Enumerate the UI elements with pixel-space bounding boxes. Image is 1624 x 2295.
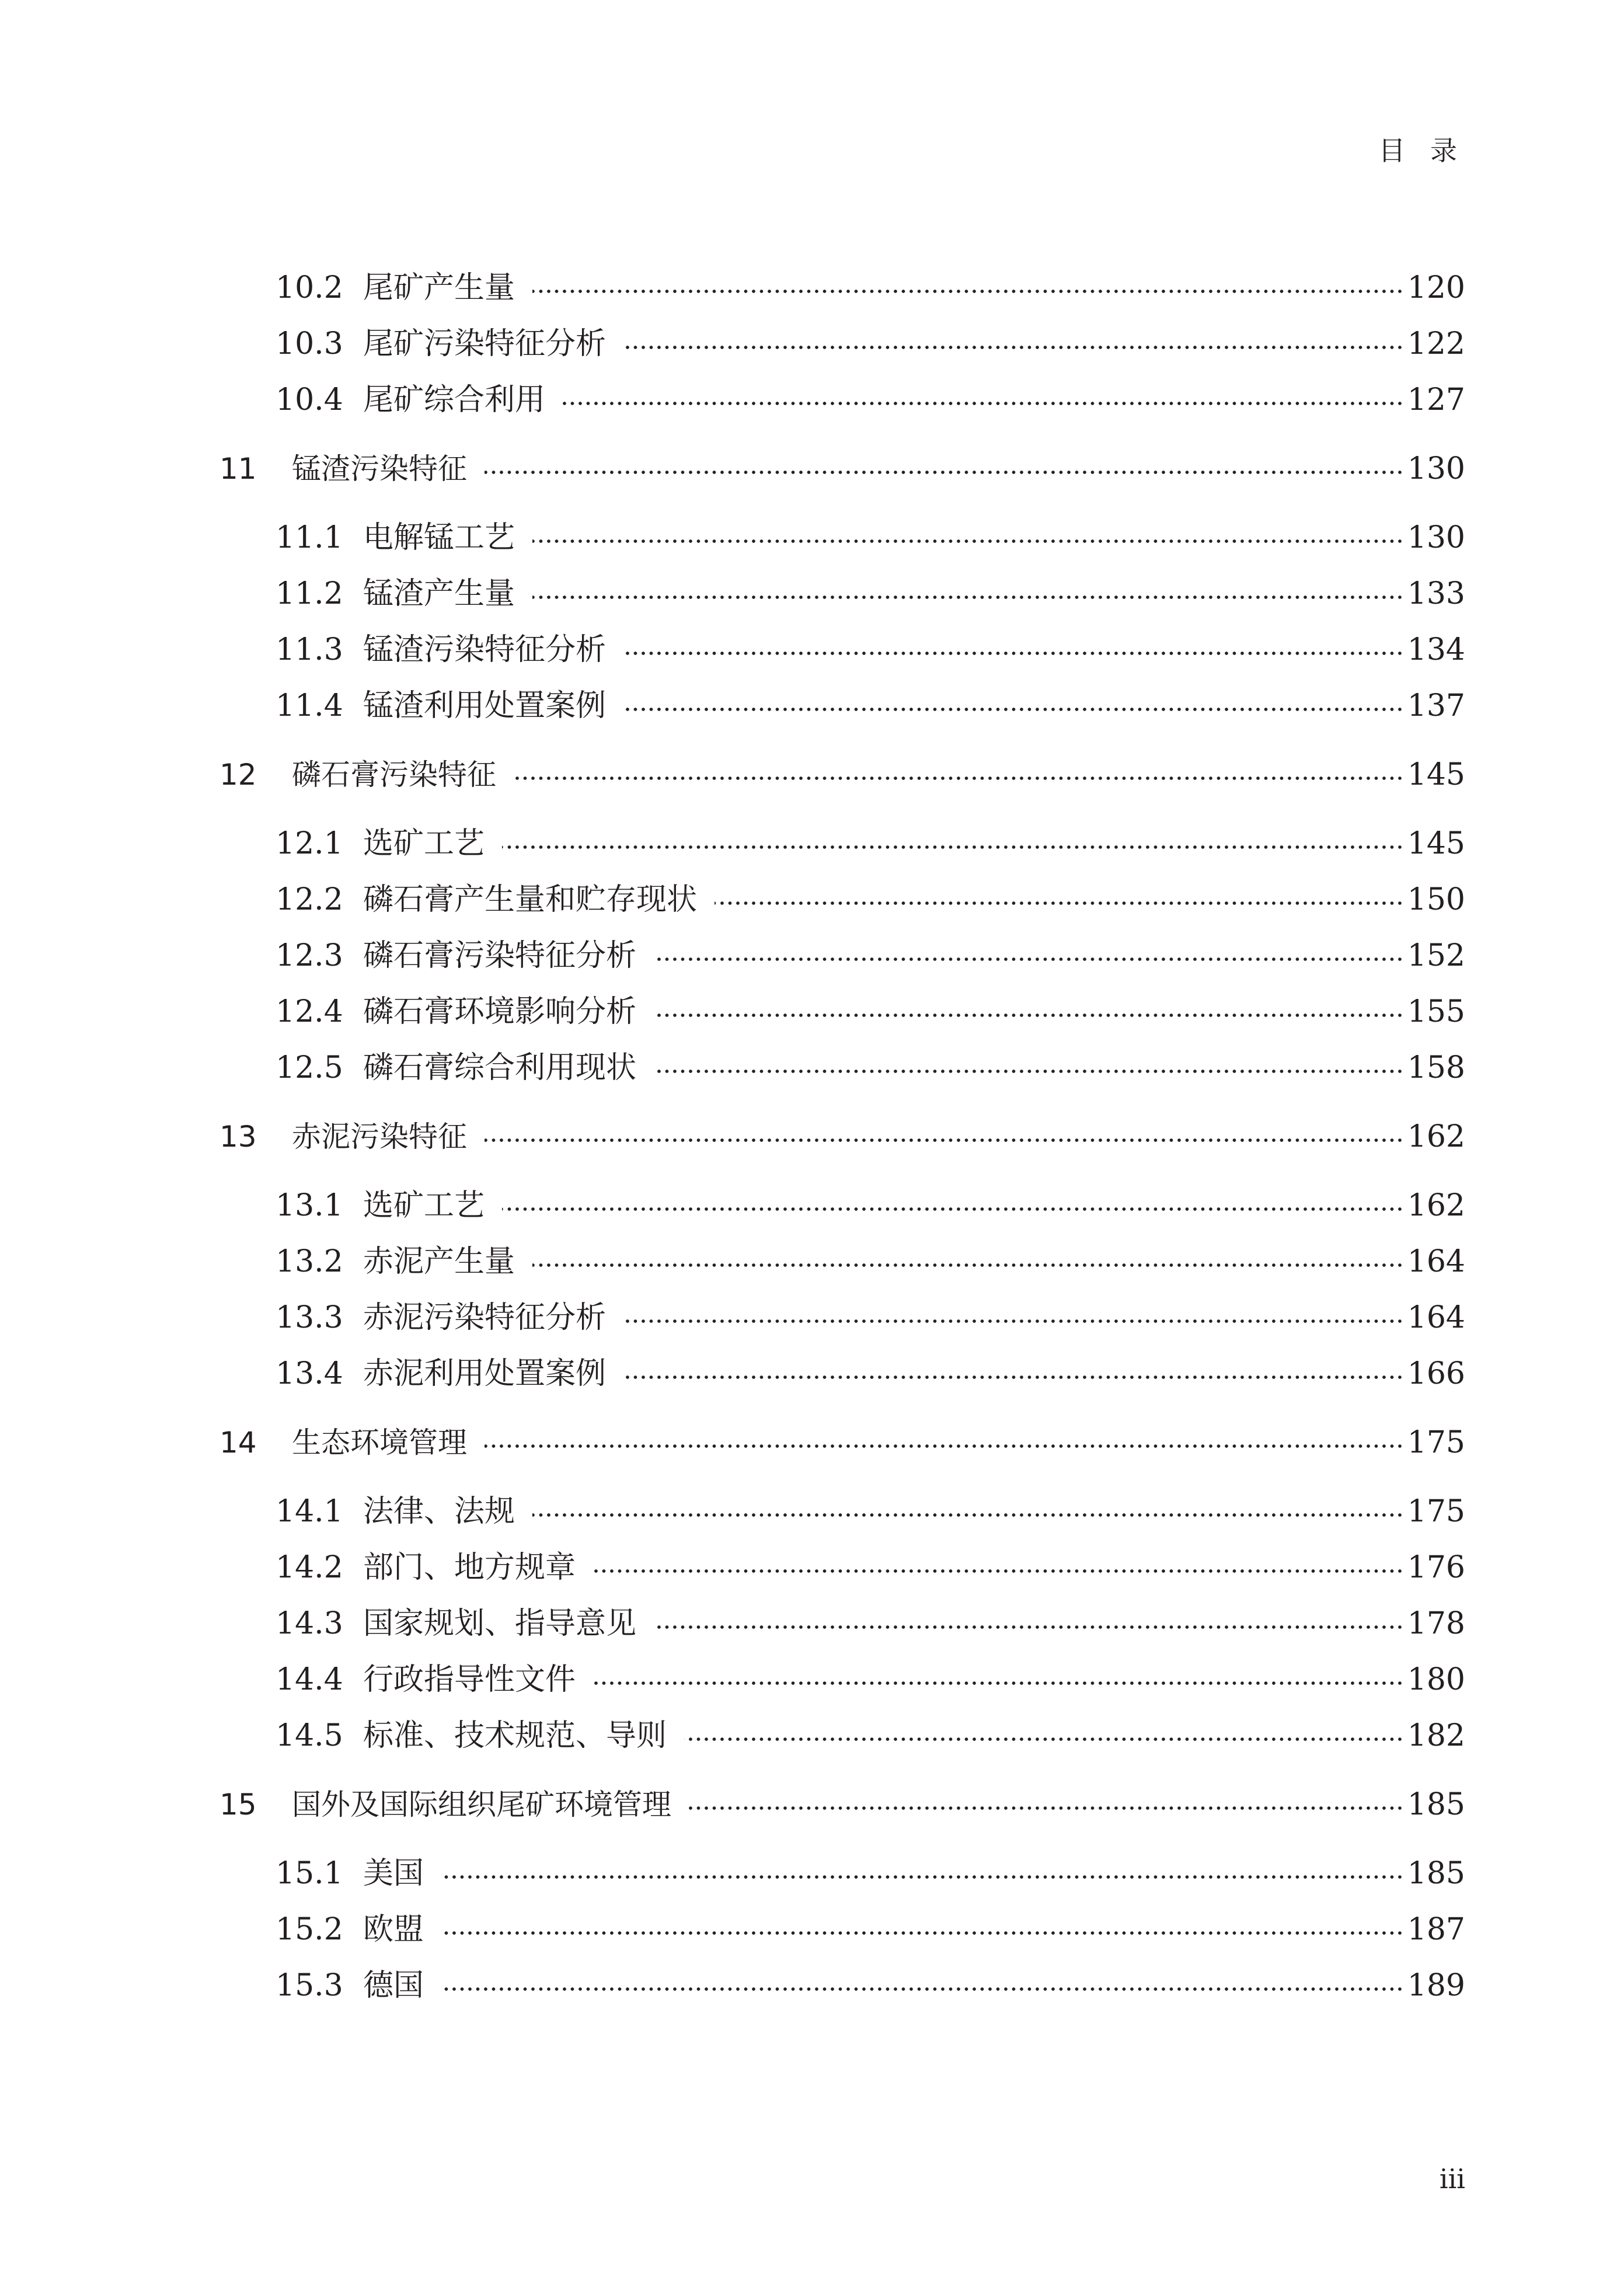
toc-entry-page: 182 xyxy=(1407,1718,1465,1753)
toc-entry-page: 164 xyxy=(1407,1300,1465,1335)
toc-section-entry[interactable] xyxy=(219,1178,1465,1234)
toc-entry-title: 赤泥产生量 xyxy=(363,1244,515,1279)
toc-section-entry[interactable] xyxy=(219,1540,1465,1596)
toc-section-entry[interactable] xyxy=(219,316,1465,372)
toc-entry-page: 187 xyxy=(1407,1912,1465,1947)
toc-dot-leader xyxy=(623,1319,1404,1323)
toc-entry-page: 158 xyxy=(1407,1050,1465,1085)
toc-entry-title: 国家规划、指导意见 xyxy=(363,1606,637,1641)
toc-entry-title: 选矿工艺 xyxy=(363,826,485,861)
toc-entry-title: 磷石膏环境影响分析 xyxy=(363,994,637,1029)
toc-entry-number: 12.1 xyxy=(276,826,343,861)
toc-entry-number: 15.2 xyxy=(276,1912,343,1947)
toc-entry-number: 13.3 xyxy=(276,1300,343,1335)
toc-entry-page: 130 xyxy=(1407,451,1465,486)
toc-entry-page: 164 xyxy=(1407,1244,1465,1279)
toc-dot-leader xyxy=(532,1263,1404,1267)
toc-chapter-entry[interactable] xyxy=(219,1764,1465,1845)
toc-section-entry[interactable] xyxy=(219,816,1465,872)
toc-section-entry[interactable] xyxy=(219,1234,1465,1290)
toc-entry-title: 国外及国际组织尾矿环境管理 xyxy=(292,1788,671,1822)
toc-entry-page: 127 xyxy=(1407,382,1465,417)
toc-dot-leader xyxy=(563,402,1404,405)
toc-dot-leader xyxy=(623,708,1404,711)
toc-entry-title: 锰渣污染特征分析 xyxy=(363,632,607,667)
toc-entry-number: 10.2 xyxy=(276,270,343,305)
toc-chapter-entry[interactable] xyxy=(219,734,1465,816)
toc-entry-number: 11.3 xyxy=(276,632,343,667)
toc-section-entry[interactable] xyxy=(219,1483,1465,1540)
toc-dot-leader xyxy=(654,957,1404,961)
toc-entry-page: 166 xyxy=(1407,1356,1465,1391)
toc-dot-leader xyxy=(532,539,1404,543)
toc-entry-number: 12.2 xyxy=(276,882,343,917)
toc-entry-page: 130 xyxy=(1407,520,1465,555)
toc-entry-number: 11 xyxy=(219,452,257,486)
toc-entry-page: 175 xyxy=(1407,1425,1465,1460)
toc-section-entry[interactable] xyxy=(219,260,1465,316)
toc-section-entry[interactable] xyxy=(219,872,1465,928)
page-number: iii xyxy=(1439,2163,1465,2195)
toc-dot-leader xyxy=(502,1207,1404,1211)
toc-entry-title: 法律、法规 xyxy=(363,1494,515,1529)
toc-entry-number: 15 xyxy=(219,1788,257,1822)
toc-dot-leader xyxy=(684,1737,1404,1741)
toc-entry-title: 锰渣污染特征 xyxy=(292,452,467,486)
toc-dot-leader xyxy=(485,1138,1404,1142)
toc-entry-page: 122 xyxy=(1407,326,1465,361)
toc-section-entry[interactable] xyxy=(219,928,1465,984)
toc-entry-page: 150 xyxy=(1407,882,1465,917)
toc-entry-number: 13.4 xyxy=(276,1356,343,1391)
toc-entry-page: 180 xyxy=(1407,1662,1465,1697)
toc-entry-title: 部门、地方规章 xyxy=(363,1550,576,1585)
toc-section-entry[interactable] xyxy=(219,1290,1465,1346)
toc-entry-number: 10.4 xyxy=(276,382,343,417)
toc-entry-number: 12.5 xyxy=(276,1050,343,1085)
toc-entry-number: 13.2 xyxy=(276,1244,343,1279)
toc-chapter-entry[interactable] xyxy=(219,1096,1465,1178)
toc-section-entry[interactable] xyxy=(219,510,1465,566)
toc-chapter-entry[interactable] xyxy=(219,428,1465,510)
toc-section-entry[interactable] xyxy=(219,622,1465,678)
toc-entry-page: 176 xyxy=(1407,1550,1465,1585)
running-head-title: 目 录 xyxy=(1378,135,1465,166)
toc-entry-page: 162 xyxy=(1407,1119,1465,1154)
toc-entry-page: 178 xyxy=(1407,1606,1465,1641)
toc-dot-leader xyxy=(623,346,1404,349)
toc-section-entry[interactable] xyxy=(219,1040,1465,1096)
toc-entry-number: 11.2 xyxy=(276,576,343,611)
table-of-contents xyxy=(219,260,1465,2014)
toc-entry-number: 13 xyxy=(219,1120,257,1154)
toc-dot-leader xyxy=(441,1987,1404,1991)
toc-entry-page: 152 xyxy=(1407,938,1465,973)
toc-dot-leader xyxy=(623,652,1404,655)
toc-section-entry[interactable] xyxy=(219,566,1465,622)
toc-entry-number: 15.3 xyxy=(276,1968,343,2003)
toc-section-entry[interactable] xyxy=(219,1902,1465,1958)
toc-entry-page: 185 xyxy=(1407,1856,1465,1891)
toc-entry-page: 145 xyxy=(1407,826,1465,861)
toc-entry-page: 185 xyxy=(1407,1787,1465,1822)
toc-section-entry[interactable] xyxy=(219,678,1465,734)
toc-dot-leader xyxy=(593,1569,1404,1573)
toc-entry-page: 155 xyxy=(1407,994,1465,1029)
toc-entry-title: 欧盟 xyxy=(363,1912,424,1947)
toc-section-entry[interactable] xyxy=(219,1652,1465,1708)
toc-dot-leader xyxy=(532,595,1404,599)
toc-dot-leader xyxy=(485,471,1404,474)
toc-dot-leader xyxy=(514,776,1404,780)
toc-entry-title: 磷石膏综合利用现状 xyxy=(363,1050,637,1085)
toc-dot-leader xyxy=(654,1014,1404,1017)
toc-dot-leader xyxy=(623,1375,1404,1379)
toc-entry-title: 赤泥污染特征 xyxy=(292,1120,467,1154)
toc-entry-number: 12.4 xyxy=(276,994,343,1029)
toc-entry-title: 磷石膏污染特征分析 xyxy=(363,938,637,973)
toc-dot-leader xyxy=(485,1444,1404,1448)
toc-entry-page: 175 xyxy=(1407,1494,1465,1529)
toc-dot-leader xyxy=(654,1070,1404,1073)
toc-entry-number: 11.1 xyxy=(276,520,343,555)
toc-entry-title: 锰渣利用处置案例 xyxy=(363,688,607,723)
toc-entry-number: 14.2 xyxy=(276,1550,343,1585)
toc-entry-page: 137 xyxy=(1407,688,1465,723)
toc-entry-number: 10.3 xyxy=(276,326,343,361)
toc-entry-page: 133 xyxy=(1407,576,1465,611)
toc-entry-number: 11.4 xyxy=(276,688,343,723)
toc-dot-leader xyxy=(532,290,1404,293)
toc-section-entry[interactable] xyxy=(219,1346,1465,1402)
toc-entry-number: 14.4 xyxy=(276,1662,343,1697)
toc-entry-title: 赤泥利用处置案例 xyxy=(363,1356,607,1391)
toc-entry-number: 13.1 xyxy=(276,1188,343,1223)
toc-entry-number: 14.1 xyxy=(276,1494,343,1529)
toc-dot-leader xyxy=(502,845,1404,849)
toc-dot-leader xyxy=(593,1681,1404,1685)
toc-entry-number: 14.5 xyxy=(276,1718,343,1753)
toc-section-entry[interactable] xyxy=(219,1958,1465,2014)
toc-section-entry[interactable] xyxy=(219,1845,1465,1902)
toc-entry-title: 磷石膏产生量和贮存现状 xyxy=(363,882,698,917)
toc-entry-title: 锰渣产生量 xyxy=(363,576,515,611)
toc-dot-leader xyxy=(715,901,1404,905)
toc-entry-title: 德国 xyxy=(363,1968,424,2003)
toc-entry-title: 赤泥污染特征分析 xyxy=(363,1300,607,1335)
toc-entry-title: 尾矿综合利用 xyxy=(363,382,546,417)
toc-entry-number: 14.3 xyxy=(276,1606,343,1641)
toc-dot-leader xyxy=(441,1931,1404,1935)
toc-entry-title: 电解锰工艺 xyxy=(363,520,515,555)
toc-entry-number: 15.1 xyxy=(276,1856,343,1891)
toc-dot-leader xyxy=(441,1875,1404,1879)
toc-entry-title: 标准、技术规范、导则 xyxy=(363,1718,667,1753)
toc-entry-number: 12.3 xyxy=(276,938,343,973)
toc-entry-page: 145 xyxy=(1407,757,1465,792)
toc-entry-title: 尾矿产生量 xyxy=(363,270,515,305)
toc-entry-page: 162 xyxy=(1407,1188,1465,1223)
toc-section-entry[interactable] xyxy=(219,984,1465,1040)
toc-entry-title: 尾矿污染特征分析 xyxy=(363,326,607,361)
toc-entry-page: 189 xyxy=(1407,1968,1465,2003)
toc-entry-page: 120 xyxy=(1407,270,1465,305)
toc-dot-leader xyxy=(532,1513,1404,1517)
toc-dot-leader xyxy=(689,1806,1404,1810)
toc-entry-title: 行政指导性文件 xyxy=(363,1662,576,1697)
toc-section-entry[interactable] xyxy=(219,1596,1465,1652)
toc-entry-title: 选矿工艺 xyxy=(363,1188,485,1223)
toc-entry-page: 134 xyxy=(1407,632,1465,667)
toc-section-entry[interactable] xyxy=(219,372,1465,428)
toc-section-entry[interactable] xyxy=(219,1708,1465,1764)
toc-chapter-entry[interactable] xyxy=(219,1402,1465,1483)
toc-entry-title: 美国 xyxy=(363,1856,424,1891)
toc-dot-leader xyxy=(654,1625,1404,1629)
toc-entry-title: 磷石膏污染特征 xyxy=(292,758,496,792)
toc-entry-number: 14 xyxy=(219,1426,257,1460)
toc-entry-number: 12 xyxy=(219,758,257,792)
toc-entry-title: 生态环境管理 xyxy=(292,1426,467,1460)
